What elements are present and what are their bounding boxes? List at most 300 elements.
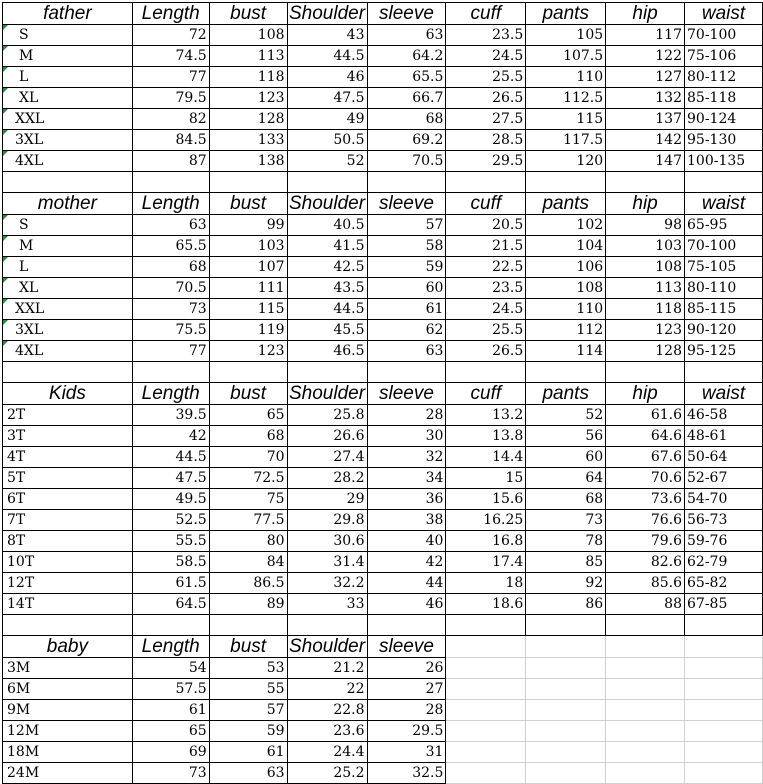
size-label: 6T <box>3 489 133 510</box>
empty-cell <box>526 172 606 193</box>
measurement-cell: 85.6 <box>606 573 685 594</box>
measurement-cell: 77 <box>132 67 209 88</box>
measurement-cell: 115 <box>209 299 287 320</box>
table-row <box>3 215 763 236</box>
measurement-cell: 82 <box>132 109 209 130</box>
baby-header-row <box>3 636 763 658</box>
table-row <box>3 700 763 721</box>
empty-cell <box>685 172 763 193</box>
measurement-cell: 78 <box>526 531 606 552</box>
column-header: sleeve <box>367 383 446 405</box>
measurement-cell: 74.5 <box>132 46 209 67</box>
measurement-cell: 20.5 <box>446 215 526 236</box>
measurement-cell: 58.5 <box>132 552 209 573</box>
size-label: M <box>3 46 133 67</box>
empty-cell <box>446 721 526 742</box>
empty-cell <box>446 636 526 658</box>
measurement-cell: 32.2 <box>287 573 367 594</box>
measurement-cell: 75.5 <box>132 320 209 341</box>
size-label: 18M <box>3 742 133 763</box>
size-label: L <box>3 257 133 278</box>
measurement-cell: 65 <box>209 405 287 426</box>
empty-cell <box>209 615 287 636</box>
measurement-cell: 32.5 <box>367 763 446 784</box>
measurement-cell: 21.5 <box>446 236 526 257</box>
empty-cell <box>606 658 685 679</box>
measurement-cell: 13.8 <box>446 426 526 447</box>
column-header: sleeve <box>367 3 446 25</box>
empty-cell <box>287 172 367 193</box>
empty-cell <box>606 636 685 658</box>
measurement-cell: 40 <box>367 531 446 552</box>
measurement-cell: 105 <box>526 25 606 46</box>
measurement-cell: 147 <box>606 151 685 172</box>
empty-cell <box>446 700 526 721</box>
empty-cell <box>526 636 606 658</box>
table-row <box>3 426 763 447</box>
measurement-cell: 72.5 <box>209 468 287 489</box>
waist-cell: 100-135 <box>685 151 763 172</box>
measurement-cell: 15 <box>446 468 526 489</box>
measurement-cell: 44.5 <box>287 299 367 320</box>
measurement-cell: 70 <box>209 447 287 468</box>
table-row <box>3 257 763 278</box>
measurement-cell: 73.6 <box>606 489 685 510</box>
measurement-cell: 98 <box>606 215 685 236</box>
waist-cell: 52-67 <box>685 468 763 489</box>
measurement-cell: 133 <box>209 130 287 151</box>
measurement-cell: 108 <box>526 278 606 299</box>
table-row <box>3 531 763 552</box>
empty-cell <box>606 679 685 700</box>
column-header: Length <box>132 636 209 658</box>
waist-cell: 70-100 <box>685 25 763 46</box>
size-label: 10T <box>3 552 133 573</box>
empty-cell <box>526 658 606 679</box>
measurement-cell: 68 <box>526 489 606 510</box>
measurement-cell: 107 <box>209 257 287 278</box>
measurement-cell: 69 <box>132 742 209 763</box>
measurement-cell: 61 <box>367 299 446 320</box>
size-label: 3XL <box>3 130 133 151</box>
column-header: pants <box>526 3 606 25</box>
measurement-cell: 24.4 <box>287 742 367 763</box>
column-header: hip <box>606 193 685 215</box>
measurement-cell: 115 <box>526 109 606 130</box>
size-label: 3XL <box>3 320 133 341</box>
measurement-cell: 24.5 <box>446 299 526 320</box>
measurement-cell: 127 <box>606 67 685 88</box>
waist-cell: 90-124 <box>685 109 763 130</box>
table-row <box>3 278 763 299</box>
measurement-cell: 68 <box>132 257 209 278</box>
measurement-cell: 18 <box>446 573 526 594</box>
size-label: 4T <box>3 447 133 468</box>
table-row <box>3 320 763 341</box>
baby-section-title: baby <box>3 636 133 658</box>
column-header: bust <box>209 383 287 405</box>
measurement-cell: 82.6 <box>606 552 685 573</box>
table-row <box>3 468 763 489</box>
measurement-cell: 18.6 <box>446 594 526 615</box>
measurement-cell: 26.6 <box>287 426 367 447</box>
waist-cell: 59-76 <box>685 531 763 552</box>
measurement-cell: 52 <box>526 405 606 426</box>
measurement-cell: 25.5 <box>446 320 526 341</box>
table-row <box>3 573 763 594</box>
measurement-cell: 62 <box>367 320 446 341</box>
measurement-cell: 112 <box>526 320 606 341</box>
measurement-cell: 113 <box>209 46 287 67</box>
measurement-cell: 112.5 <box>526 88 606 109</box>
measurement-cell: 31.4 <box>287 552 367 573</box>
empty-cell <box>526 742 606 763</box>
empty-cell <box>367 615 446 636</box>
waist-cell: 70-100 <box>685 236 763 257</box>
measurement-cell: 50.5 <box>287 130 367 151</box>
size-label: 7T <box>3 510 133 531</box>
empty-cell <box>685 658 763 679</box>
measurement-cell: 99 <box>209 215 287 236</box>
table-row <box>3 594 763 615</box>
column-header: Length <box>132 3 209 25</box>
measurement-cell: 103 <box>606 236 685 257</box>
empty-cell <box>446 763 526 784</box>
waist-cell: 80-112 <box>685 67 763 88</box>
column-header: sleeve <box>367 193 446 215</box>
measurement-cell: 79.5 <box>132 88 209 109</box>
table-row <box>3 46 763 67</box>
empty-cell <box>685 636 763 658</box>
measurement-cell: 73 <box>132 299 209 320</box>
measurement-cell: 22.5 <box>446 257 526 278</box>
waist-cell: 75-106 <box>685 46 763 67</box>
measurement-cell: 26.5 <box>446 88 526 109</box>
measurement-cell: 49 <box>287 109 367 130</box>
empty-cell <box>606 721 685 742</box>
empty-cell <box>606 700 685 721</box>
table-row <box>3 151 763 172</box>
empty-cell <box>526 362 606 383</box>
column-header: bust <box>209 3 287 25</box>
empty-cell <box>446 362 526 383</box>
measurement-cell: 57 <box>367 215 446 236</box>
measurement-cell: 84 <box>209 552 287 573</box>
measurement-cell: 64.5 <box>132 594 209 615</box>
measurement-cell: 61.6 <box>606 405 685 426</box>
measurement-cell: 77.5 <box>209 510 287 531</box>
measurement-cell: 80 <box>209 531 287 552</box>
measurement-cell: 53 <box>209 658 287 679</box>
measurement-cell: 26 <box>367 658 446 679</box>
table-row <box>3 25 763 46</box>
measurement-cell: 46.5 <box>287 341 367 362</box>
measurement-cell: 70.5 <box>132 278 209 299</box>
waist-cell: 54-70 <box>685 489 763 510</box>
empty-cell <box>606 615 685 636</box>
measurement-cell: 85 <box>526 552 606 573</box>
column-header: waist <box>685 383 763 405</box>
measurement-cell: 14.4 <box>446 447 526 468</box>
kids-section-title: Kids <box>3 383 133 405</box>
measurement-cell: 56 <box>526 426 606 447</box>
measurement-cell: 30 <box>367 426 446 447</box>
measurement-cell: 42 <box>132 426 209 447</box>
measurement-cell: 138 <box>209 151 287 172</box>
size-label: 2T <box>3 405 133 426</box>
measurement-cell: 107.5 <box>526 46 606 67</box>
measurement-cell: 64 <box>526 468 606 489</box>
size-label: L <box>3 67 133 88</box>
measurement-cell: 25.2 <box>287 763 367 784</box>
measurement-cell: 42.5 <box>287 257 367 278</box>
size-label: S <box>3 25 133 46</box>
empty-cell <box>209 172 287 193</box>
waist-cell: 95-130 <box>685 130 763 151</box>
measurement-cell: 44 <box>367 573 446 594</box>
measurement-cell: 70.6 <box>606 468 685 489</box>
measurement-cell: 120 <box>526 151 606 172</box>
measurement-cell: 65.5 <box>132 236 209 257</box>
measurement-cell: 46 <box>287 67 367 88</box>
measurement-cell: 63 <box>132 215 209 236</box>
measurement-cell: 104 <box>526 236 606 257</box>
size-label: 8T <box>3 531 133 552</box>
measurement-cell: 69.2 <box>367 130 446 151</box>
empty-cell <box>526 721 606 742</box>
size-label: 12M <box>3 721 133 742</box>
measurement-cell: 119 <box>209 320 287 341</box>
size-label: XXL <box>3 299 133 320</box>
measurement-cell: 57 <box>209 700 287 721</box>
size-label: 12T <box>3 573 133 594</box>
empty-cell <box>209 362 287 383</box>
measurement-cell: 118 <box>606 299 685 320</box>
empty-cell <box>287 615 367 636</box>
measurement-cell: 25.8 <box>287 405 367 426</box>
column-header: hip <box>606 3 685 25</box>
measurement-cell: 29 <box>287 489 367 510</box>
spacer-row <box>3 615 763 636</box>
measurement-cell: 46 <box>367 594 446 615</box>
measurement-cell: 128 <box>606 341 685 362</box>
measurement-cell: 108 <box>209 25 287 46</box>
measurement-cell: 55.5 <box>132 531 209 552</box>
measurement-cell: 61.5 <box>132 573 209 594</box>
measurement-cell: 114 <box>526 341 606 362</box>
measurement-cell: 117 <box>606 25 685 46</box>
column-header: Length <box>132 193 209 215</box>
measurement-cell: 65 <box>132 721 209 742</box>
column-header: Length <box>132 383 209 405</box>
measurement-cell: 92 <box>526 573 606 594</box>
waist-cell: 48-61 <box>685 426 763 447</box>
measurement-cell: 87 <box>132 151 209 172</box>
measurement-cell: 28.2 <box>287 468 367 489</box>
empty-cell <box>132 172 209 193</box>
table-row <box>3 109 763 130</box>
measurement-cell: 84.5 <box>132 130 209 151</box>
empty-cell <box>606 362 685 383</box>
measurement-cell: 118 <box>209 67 287 88</box>
empty-cell <box>3 362 133 383</box>
size-label: 5T <box>3 468 133 489</box>
measurement-cell: 64.6 <box>606 426 685 447</box>
measurement-cell: 61 <box>132 700 209 721</box>
empty-cell <box>446 742 526 763</box>
measurement-cell: 29.8 <box>287 510 367 531</box>
empty-cell <box>606 172 685 193</box>
measurement-cell: 123 <box>209 341 287 362</box>
table-row <box>3 130 763 151</box>
measurement-cell: 66.7 <box>367 88 446 109</box>
table-row <box>3 447 763 468</box>
measurement-cell: 128 <box>209 109 287 130</box>
waist-cell: 85-115 <box>685 299 763 320</box>
waist-cell: 75-105 <box>685 257 763 278</box>
empty-cell <box>3 615 133 636</box>
measurement-cell: 38 <box>367 510 446 531</box>
measurement-cell: 110 <box>526 67 606 88</box>
measurement-cell: 73 <box>132 763 209 784</box>
measurement-cell: 77 <box>132 341 209 362</box>
measurement-cell: 72 <box>132 25 209 46</box>
measurement-cell: 142 <box>606 130 685 151</box>
measurement-cell: 54 <box>132 658 209 679</box>
measurement-cell: 41.5 <box>287 236 367 257</box>
waist-cell: 62-79 <box>685 552 763 573</box>
empty-cell <box>526 615 606 636</box>
measurement-cell: 110 <box>526 299 606 320</box>
measurement-cell: 76.6 <box>606 510 685 531</box>
measurement-cell: 31 <box>367 742 446 763</box>
measurement-cell: 34 <box>367 468 446 489</box>
measurement-cell: 23.6 <box>287 721 367 742</box>
table-row <box>3 721 763 742</box>
column-header: Shoulder <box>288 193 366 214</box>
father-section-title: father <box>3 3 133 25</box>
size-label: XXL <box>3 109 133 130</box>
measurement-cell: 44.5 <box>287 46 367 67</box>
empty-cell <box>526 700 606 721</box>
waist-cell: 67-85 <box>685 594 763 615</box>
size-label: 4XL <box>3 341 133 362</box>
measurement-cell: 86 <box>526 594 606 615</box>
size-label: S <box>3 215 133 236</box>
column-header: bust <box>209 193 287 215</box>
waist-cell: 50-64 <box>685 447 763 468</box>
size-label: 6M <box>3 679 133 700</box>
empty-cell <box>685 742 763 763</box>
table-row <box>3 236 763 257</box>
measurement-cell: 59 <box>209 721 287 742</box>
measurement-cell: 57.5 <box>132 679 209 700</box>
measurement-cell: 63 <box>367 341 446 362</box>
table-row <box>3 763 763 784</box>
measurement-cell: 16.25 <box>446 510 526 531</box>
measurement-cell: 63 <box>209 763 287 784</box>
size-label: 24M <box>3 763 133 784</box>
measurement-cell: 68 <box>209 426 287 447</box>
measurement-cell: 111 <box>209 278 287 299</box>
measurement-cell: 21.2 <box>287 658 367 679</box>
measurement-cell: 47.5 <box>287 88 367 109</box>
size-chart-table <box>2 2 763 784</box>
waist-cell: 85-118 <box>685 88 763 109</box>
measurement-cell: 23.5 <box>446 25 526 46</box>
size-label: XL <box>3 88 133 109</box>
waist-cell: 65-95 <box>685 215 763 236</box>
column-header: cuff <box>446 193 526 215</box>
column-header: cuff <box>446 383 526 405</box>
column-header: sleeve <box>367 636 446 658</box>
waist-cell: 65-82 <box>685 573 763 594</box>
measurement-cell: 33 <box>287 594 367 615</box>
column-header: cuff <box>446 3 526 25</box>
table-row <box>3 341 763 362</box>
measurement-cell: 60 <box>526 447 606 468</box>
table-row <box>3 88 763 109</box>
measurement-cell: 36 <box>367 489 446 510</box>
measurement-cell: 43.5 <box>287 278 367 299</box>
measurement-cell: 52.5 <box>132 510 209 531</box>
empty-cell <box>685 679 763 700</box>
size-label: 3T <box>3 426 133 447</box>
kids-header-row <box>3 383 763 405</box>
table-row <box>3 510 763 531</box>
measurement-cell: 88 <box>606 594 685 615</box>
empty-cell <box>132 615 209 636</box>
measurement-cell: 22 <box>287 679 367 700</box>
table-row <box>3 405 763 426</box>
table-row <box>3 679 763 700</box>
measurement-cell: 75 <box>209 489 287 510</box>
measurement-cell: 65.5 <box>367 67 446 88</box>
measurement-cell: 132 <box>606 88 685 109</box>
measurement-cell: 122 <box>606 46 685 67</box>
father-header-row <box>3 3 763 25</box>
measurement-cell: 32 <box>367 447 446 468</box>
measurement-cell: 27.5 <box>446 109 526 130</box>
measurement-cell: 58 <box>367 236 446 257</box>
measurement-cell: 137 <box>606 109 685 130</box>
table-row <box>3 67 763 88</box>
empty-cell <box>446 615 526 636</box>
measurement-cell: 43 <box>287 25 367 46</box>
measurement-cell: 103 <box>209 236 287 257</box>
size-label: 14T <box>3 594 133 615</box>
column-header: bust <box>209 636 287 658</box>
measurement-cell: 68 <box>367 109 446 130</box>
measurement-cell: 26.5 <box>446 341 526 362</box>
measurement-cell: 27.4 <box>287 447 367 468</box>
empty-cell <box>3 172 133 193</box>
column-header: Shoulder <box>288 383 366 404</box>
measurement-cell: 28 <box>367 405 446 426</box>
measurement-cell: 16.8 <box>446 531 526 552</box>
measurement-cell: 30.6 <box>287 531 367 552</box>
measurement-cell: 79.6 <box>606 531 685 552</box>
empty-cell <box>446 679 526 700</box>
measurement-cell: 22.8 <box>287 700 367 721</box>
empty-cell <box>367 172 446 193</box>
measurement-cell: 86.5 <box>209 573 287 594</box>
size-label: M <box>3 236 133 257</box>
measurement-cell: 28 <box>367 700 446 721</box>
measurement-cell: 52 <box>287 151 367 172</box>
empty-cell <box>132 362 209 383</box>
mother-header-row <box>3 193 763 215</box>
